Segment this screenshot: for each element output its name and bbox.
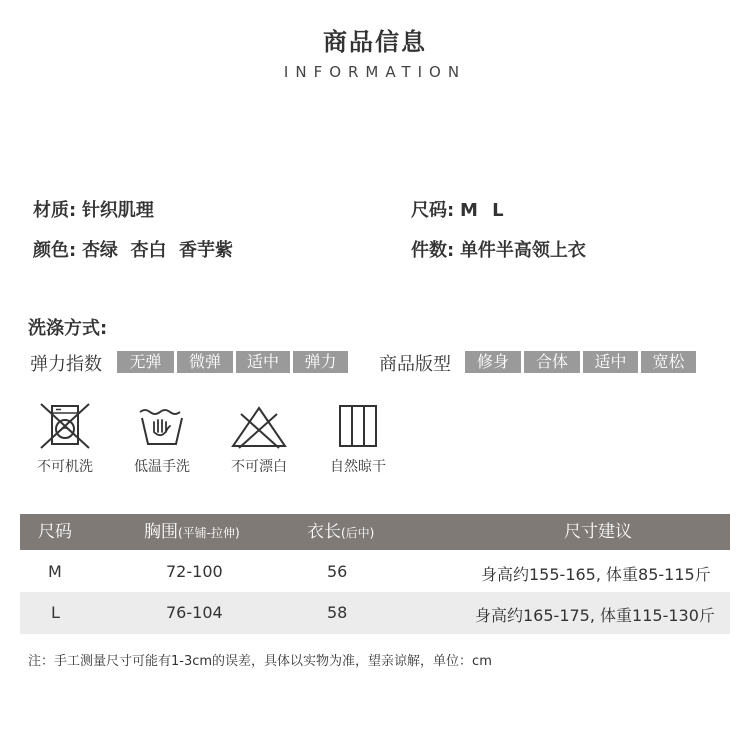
line-dry-label: 自然晾干 (330, 459, 386, 475)
header-chest (144, 514, 240, 550)
material-value: 针织肌理 (81, 200, 154, 221)
table-row-m-size: M (48, 562, 62, 581)
table-row-l-chest: 76-104 (166, 603, 223, 622)
fit-option-fitted: 合体 (524, 351, 580, 373)
material-info (33, 196, 154, 222)
elasticity-option-medium: 适中 (236, 351, 290, 373)
header-size: 尺码 (38, 522, 72, 542)
page-title: 商品信息 (323, 28, 427, 56)
pieces-label: 件数: (411, 240, 455, 261)
elasticity-label: 弹力指数 (30, 354, 102, 375)
elasticity-option-slight: 微弹 (177, 351, 233, 373)
no-machine-wash-label: 不可机洗 (37, 459, 93, 475)
page-subtitle: INFORMATION (283, 63, 467, 81)
table-row-m-suggest: 身高约155-165, 体重85-115斤 (481, 565, 711, 584)
color-value: 杏绿 杏白 香芋紫 (81, 240, 234, 261)
care-icon-line-dry (318, 402, 398, 476)
elasticity-option-stretch: 弹力 (293, 351, 348, 373)
color-label: 颜色: (33, 240, 77, 261)
table-row-l-suggest: 身高约165-175, 体重115-130斤 (475, 606, 715, 625)
header-length (307, 514, 374, 550)
care-icon-no-bleach (219, 402, 299, 476)
size-label: 尺码: (411, 200, 455, 221)
care-heading: 洗涤方式: (28, 318, 108, 339)
table-row-l-size: L (51, 603, 60, 622)
header-chest-label: 胸围 (144, 522, 178, 542)
header-suggest: 尺寸建议 (564, 522, 632, 542)
measurement-note: 注：手工测量尺寸可能有1-3cm的误差，具体以实物为准，望亲谅解，单位：cm (28, 654, 492, 669)
header-length-label: 衣长 (307, 522, 341, 542)
pieces-value: 单件半高领上衣 (459, 240, 586, 261)
hand-wash-low-temp-icon (134, 402, 190, 450)
color-info (33, 236, 233, 262)
line-dry-icon (330, 402, 386, 450)
no-bleach-label: 不可漂白 (231, 459, 287, 475)
no-bleach-icon (229, 402, 289, 450)
elasticity-option-none: 无弹 (117, 351, 174, 373)
no-machine-wash-icon (37, 402, 93, 450)
table-row-m-chest: 72-100 (166, 562, 223, 581)
fit-option-medium: 适中 (583, 351, 638, 373)
care-icon-hand-wash (122, 402, 202, 476)
care-icon-no-machine-wash (25, 402, 105, 476)
size-value: M L (459, 200, 508, 221)
table-row-l-length: 58 (327, 603, 348, 622)
fit-option-slim: 修身 (465, 351, 521, 373)
fit-label: 商品版型 (379, 354, 451, 375)
size-info (411, 196, 508, 222)
header-length-note: (后中) (341, 526, 375, 540)
fit-option-loose: 宽松 (641, 351, 696, 373)
header-chest-note: (平铺-拉伸) (178, 526, 240, 540)
hand-wash-low-temp-label: 低温手洗 (134, 459, 190, 475)
material-label: 材质: (33, 200, 77, 221)
table-row-m-length: 56 (327, 562, 348, 581)
pieces-info (411, 236, 586, 262)
